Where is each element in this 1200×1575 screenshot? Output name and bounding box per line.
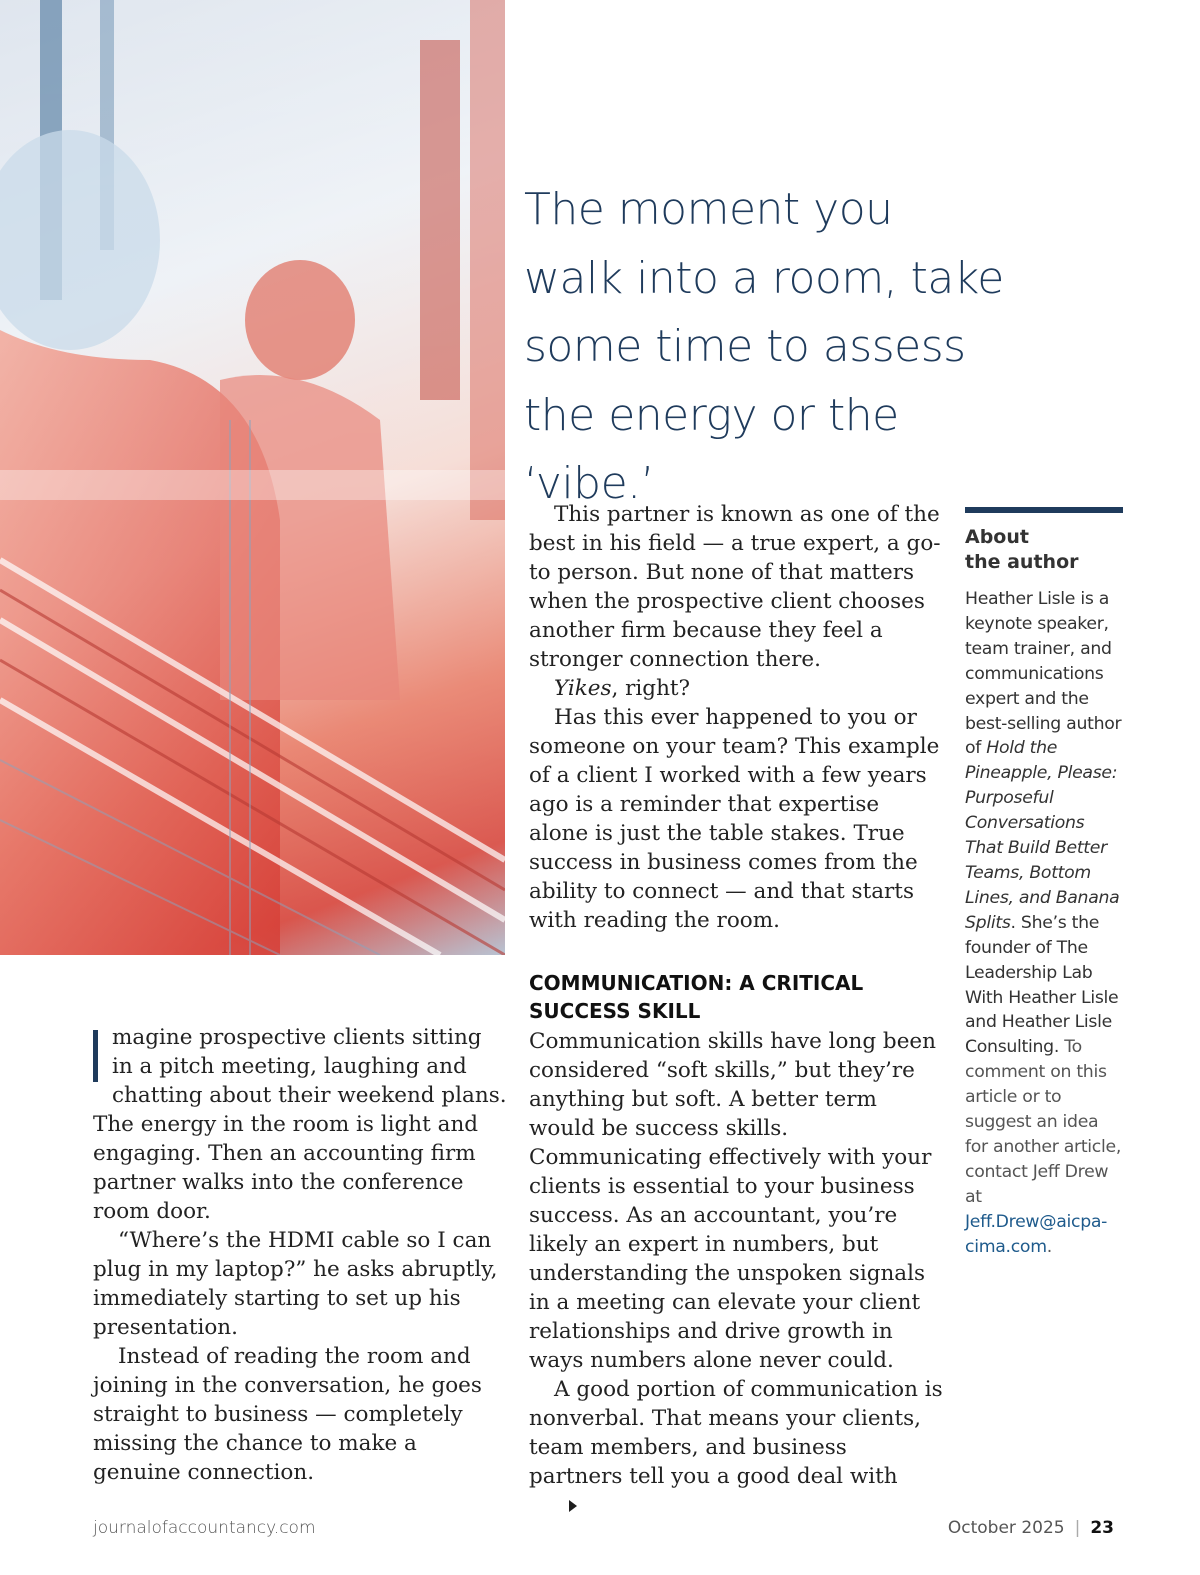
section-heading: COMMUNICATION: A CRITICAL SUCCESS SKILL [529, 971, 864, 1023]
photo-illustration [0, 0, 505, 955]
page-number: 23 [1090, 1518, 1114, 1538]
article-paragraph: “Where’s the HDMI cable so I can plug in my laptop?” he asks abruptly, immediately starting to set up his presentation. [93, 1228, 498, 1340]
about-author-sidebar [965, 507, 1123, 1259]
left-column [93, 1023, 508, 1487]
middle-column [529, 500, 945, 1520]
sidebar-rule [965, 507, 1123, 513]
footer-site: journalofaccountancy.com [93, 1518, 316, 1538]
author-bio: Heather Lisle is a keynote speaker, team trainer, and communications expert and the best-selling author of Hold the Pineapple, Please: Purposeful Conversations That Build Better Teams, Bottom Lines, and Banana Splits. She’s the founder of The Leadership Lab With Heather Lisle and Heather Lisle Consulting. To comment on this article or to suggest an idea for another article, contact Jeff Drew at Jeff.Drew@aicpa-cima.com. [965, 589, 1122, 1257]
drop-cap-bar [93, 1030, 98, 1082]
footer-issue [948, 1518, 1114, 1538]
sidebar-heading: About the author [965, 526, 1079, 573]
article-paragraph: This partner is known as one of the best in his field — a true expert, a go-to person. But none of that matters when the prospective client chooses another firm because they feel a stronger connection there. [529, 502, 941, 672]
article-paragraph: Instead of reading the room and joining in the conversation, he goes straight to business — completely missing the chance to make a genuine connection. [93, 1344, 482, 1485]
book-title: Hold the Pineapple, Please: Purposeful Conversations That Build Better Teams, Bottom Lines, and Banana Splits [965, 738, 1120, 933]
pull-quote: The moment you walk into a room, take some time to assess the energy or the ‘vibe.’ [524, 184, 1004, 509]
article-paragraph: Yikes, right? [554, 676, 691, 701]
hero-photo [0, 0, 505, 955]
footer-separator: | [1074, 1518, 1081, 1538]
article-paragraph: Has this ever happened to you or someone on your team? This example of a client I worked with a few years ago is a reminder that expertise alone is just the table stakes. True success in business comes from the ability to connect — and that starts with reading the room. [529, 705, 940, 933]
article-paragraph: Communication skills have long been considered “soft skills,” but they’re anything but soft. A better term would be success skills. Communicating effectively with your clients is essential to your business success. As an accountant, you’re likely an expert in numbers, but understanding the unspoken signals in a meeting can elevate your client relationships and drive growth in ways numbers alone never could. [529, 1029, 936, 1373]
contact-email-link[interactable]: Jeff.Drew@aicpa-cima.com [965, 1211, 1108, 1257]
article-paragraph: A good portion of communication is nonverbal. That means your clients, team members, and business partners tell you a good deal with [529, 1375, 945, 1520]
continue-arrow-icon [569, 1500, 577, 1512]
issue-date: October 2025 [947, 1518, 1065, 1538]
contact-text: To comment on this article or to suggest an idea for another article, contact Jeff Drew at [965, 1037, 1122, 1207]
article-paragraph: magine prospective clients sitting in a pitch meeting, laughing and chatting about their weekend plans. The energy in the room is light and engaging. Then an accounting firm partner walks into the conference room door. [93, 1025, 507, 1224]
emphasis-text: Yikes [554, 676, 612, 701]
